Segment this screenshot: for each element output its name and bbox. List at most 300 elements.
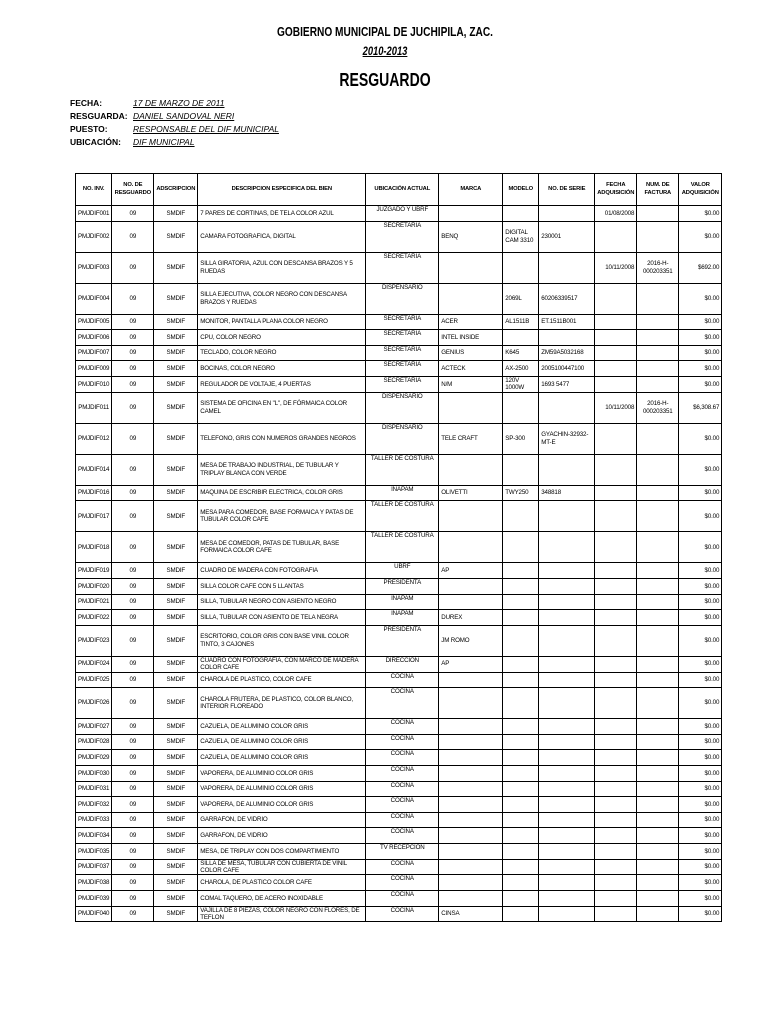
table-row <box>76 361 722 377</box>
adscripcion-cell: SMDIF <box>154 206 198 222</box>
value-cell: $0.00 <box>679 906 722 922</box>
invoice-cell <box>637 563 679 579</box>
model-cell <box>503 843 539 859</box>
resguardo-cell: 09 <box>112 828 154 844</box>
adscripcion-cell: SMDIF <box>154 875 198 891</box>
invoice-cell <box>637 206 679 222</box>
inv-cell: PMJDIF007 <box>76 345 112 361</box>
inv-cell: PMJDIF002 <box>76 221 112 252</box>
model-cell: 120V 1000W <box>503 376 539 392</box>
brand-cell: CINSA <box>439 906 503 922</box>
adscripcion-cell: SMDIF <box>154 252 198 283</box>
table-row <box>76 781 722 797</box>
date-cell <box>595 485 637 501</box>
invoice-cell <box>637 781 679 797</box>
adscripcion-cell: SMDIF <box>154 376 198 392</box>
serial-cell <box>539 501 595 532</box>
model-cell <box>503 610 539 626</box>
serial-cell <box>539 532 595 563</box>
description-cell: TECLADO, COLOR NEGRO <box>198 345 366 361</box>
model-cell <box>503 859 539 875</box>
inv-cell: PMJDIF019 <box>76 563 112 579</box>
invoice-cell <box>637 610 679 626</box>
value-cell: $692.00 <box>679 252 722 283</box>
location-cell: COCINA <box>366 719 439 735</box>
brand-cell: OLIVETTI <box>439 485 503 501</box>
adscripcion-cell: SMDIF <box>154 906 198 922</box>
resguardo-cell: 09 <box>112 750 154 766</box>
invoice-cell <box>637 719 679 735</box>
inv-cell: PMJDIF027 <box>76 719 112 735</box>
serial-cell: 1693 5477 <box>539 376 595 392</box>
description-cell: COMAL TAQUERO, DE ACERO INOXIDABLE <box>198 890 366 906</box>
table-row <box>76 906 722 922</box>
brand-cell <box>439 501 503 532</box>
adscripcion-cell: SMDIF <box>154 594 198 610</box>
value-cell: $0.00 <box>679 656 722 672</box>
location-cell: JUZGADO Y UBRF <box>366 206 439 222</box>
value-cell: $0.00 <box>679 797 722 813</box>
meta-label: PUESTO: <box>70 124 108 134</box>
description-cell: SILLA, TUBULAR NEGRO CON ASIENTO NEGRO <box>198 594 366 610</box>
location-cell: TALLER DE COSTURA <box>366 454 439 485</box>
invoice-cell <box>637 501 679 532</box>
col-header-ubicacion: UBICACIÓN ACTUAL <box>366 174 439 206</box>
value-cell: $0.00 <box>679 890 722 906</box>
invoice-cell <box>637 578 679 594</box>
date-cell <box>595 906 637 922</box>
serial-cell: 230001 <box>539 221 595 252</box>
invoice-cell <box>637 361 679 377</box>
serial-cell <box>539 594 595 610</box>
adscripcion-cell: SMDIF <box>154 221 198 252</box>
value-cell: $0.00 <box>679 532 722 563</box>
resguardo-cell: 09 <box>112 610 154 626</box>
location-cell: DISPENSARIO <box>366 283 439 314</box>
brand-cell <box>439 843 503 859</box>
serial-cell <box>539 781 595 797</box>
date-cell <box>595 797 637 813</box>
invoice-cell <box>637 797 679 813</box>
adscripcion-cell: SMDIF <box>154 750 198 766</box>
model-cell <box>503 875 539 891</box>
date-cell: 10/11/2008 <box>595 392 637 423</box>
description-cell: GARRAFON, DE VIDRIO <box>198 828 366 844</box>
table-row <box>76 501 722 532</box>
meta-label: UBICACIÓN: <box>70 137 121 147</box>
adscripcion-cell: SMDIF <box>154 625 198 656</box>
adscripcion-cell: SMDIF <box>154 423 198 454</box>
value-cell: $0.00 <box>679 812 722 828</box>
table-row <box>76 890 722 906</box>
location-cell: SECRETARIA <box>366 361 439 377</box>
table-row <box>76 656 722 672</box>
serial-cell <box>539 563 595 579</box>
model-cell <box>503 750 539 766</box>
date-cell <box>595 454 637 485</box>
date-cell <box>595 843 637 859</box>
table-row <box>76 812 722 828</box>
value-cell: $0.00 <box>679 206 722 222</box>
model-cell <box>503 656 539 672</box>
invoice-cell <box>637 890 679 906</box>
serial-cell: 60206339517 <box>539 283 595 314</box>
description-cell: CAZUELA, DE ALUMINIO COLOR GRIS <box>198 750 366 766</box>
inv-cell: PMJDIF040 <box>76 906 112 922</box>
meta-value: RESPONSABLE DEL DIF MUNICIPAL <box>133 124 279 134</box>
inv-cell: PMJDIF028 <box>76 734 112 750</box>
invoice-cell <box>637 330 679 346</box>
value-cell: $0.00 <box>679 734 722 750</box>
model-cell <box>503 906 539 922</box>
table-row <box>76 610 722 626</box>
inv-cell: PMJDIF025 <box>76 672 112 688</box>
resguardo-cell: 09 <box>112 283 154 314</box>
resguardo-cell: 09 <box>112 906 154 922</box>
invoice-cell <box>637 221 679 252</box>
value-cell: $0.00 <box>679 719 722 735</box>
date-cell <box>595 765 637 781</box>
table-row <box>76 392 722 423</box>
location-cell: INAPAM <box>366 594 439 610</box>
invoice-cell <box>637 859 679 875</box>
brand-cell <box>439 875 503 891</box>
table-row <box>76 594 722 610</box>
value-cell: $0.00 <box>679 594 722 610</box>
meta-label: FECHA: <box>70 98 103 108</box>
adscripcion-cell: SMDIF <box>154 828 198 844</box>
brand-cell: AP <box>439 563 503 579</box>
value-cell: $0.00 <box>679 283 722 314</box>
value-cell: $0.00 <box>679 672 722 688</box>
adscripcion-cell: SMDIF <box>154 283 198 314</box>
table-row <box>76 688 722 719</box>
inv-cell: PMJDIF031 <box>76 781 112 797</box>
location-cell: DISPENSARIO <box>366 423 439 454</box>
brand-cell <box>439 206 503 222</box>
government-title: GOBIERNO MUNICIPAL DE JUCHIPILA, ZAC. <box>277 24 493 39</box>
location-cell: COCINA <box>366 906 439 922</box>
model-cell <box>503 797 539 813</box>
table-row <box>76 206 722 222</box>
brand-cell <box>439 719 503 735</box>
description-cell: MESA PARA COMEDOR, BASE FORMAICA Y PATAS DE TUBULAR COLOR CAFE <box>198 501 366 532</box>
serial-cell <box>539 906 595 922</box>
location-cell: SECRETARIA <box>366 252 439 283</box>
value-cell: $0.00 <box>679 221 722 252</box>
model-cell <box>503 501 539 532</box>
date-cell <box>595 610 637 626</box>
description-cell: SILLA, TUBULAR CON ASIENTO DE TELA NEGRA <box>198 610 366 626</box>
adscripcion-cell: SMDIF <box>154 672 198 688</box>
table-row <box>76 750 722 766</box>
adscripcion-cell: SMDIF <box>154 812 198 828</box>
date-cell <box>595 781 637 797</box>
brand-cell: ACER <box>439 314 503 330</box>
adscripcion-cell: SMDIF <box>154 765 198 781</box>
location-cell: COCINA <box>366 734 439 750</box>
location-cell: TALLER DE COSTURA <box>366 501 439 532</box>
serial-cell <box>539 625 595 656</box>
table-row <box>76 221 722 252</box>
location-cell: COCINA <box>366 781 439 797</box>
serial-cell <box>539 875 595 891</box>
serial-cell <box>539 797 595 813</box>
serial-cell: GYACHIN-32932-MT-E <box>539 423 595 454</box>
inv-cell: PMJDIF016 <box>76 485 112 501</box>
date-cell: 01/08/2008 <box>595 206 637 222</box>
value-cell: $0.00 <box>679 314 722 330</box>
resguardo-cell: 09 <box>112 206 154 222</box>
meta-value: DIF MUNICIPAL <box>133 137 195 147</box>
description-cell: SILLA COLOR CAFE CON 5 LLANTAS <box>198 578 366 594</box>
table-row <box>76 376 722 392</box>
description-cell: MONITOR, PANTALLA PLANA COLOR NEGRO <box>198 314 366 330</box>
serial-cell <box>539 206 595 222</box>
location-cell: TV RECEPCION <box>366 843 439 859</box>
adscripcion-cell: SMDIF <box>154 485 198 501</box>
date-cell <box>595 330 637 346</box>
brand-cell: DUREX <box>439 610 503 626</box>
table-row <box>76 843 722 859</box>
brand-cell: GENIUS <box>439 345 503 361</box>
date-cell <box>595 859 637 875</box>
description-cell: VAPORERA, DE ALUMINIO COLOR GRIS <box>198 781 366 797</box>
model-cell <box>503 392 539 423</box>
location-cell: SECRETARIA <box>366 221 439 252</box>
col-header-modelo: MODELO <box>503 174 539 206</box>
model-cell <box>503 828 539 844</box>
value-cell: $0.00 <box>679 454 722 485</box>
inv-cell: PMJDIF014 <box>76 454 112 485</box>
date-cell <box>595 625 637 656</box>
location-cell: SECRETARIA <box>366 314 439 330</box>
serial-cell <box>539 750 595 766</box>
resguardo-cell: 09 <box>112 719 154 735</box>
location-cell: COCINA <box>366 688 439 719</box>
model-cell: AL1511B <box>503 314 539 330</box>
inv-cell: PMJDIF039 <box>76 890 112 906</box>
adscripcion-cell: SMDIF <box>154 330 198 346</box>
model-cell <box>503 672 539 688</box>
invoice-cell: 2016-H-000203351 <box>637 252 679 283</box>
description-cell: MESA DE TRABAJO INDUSTRIAL, DE TUBULAR Y TRIPLAY BLANCA CON VERDE <box>198 454 366 485</box>
inv-cell: PMJDIF037 <box>76 859 112 875</box>
brand-cell <box>439 578 503 594</box>
model-cell <box>503 719 539 735</box>
value-cell: $0.00 <box>679 376 722 392</box>
resguardo-cell: 09 <box>112 252 154 283</box>
date-cell <box>595 221 637 252</box>
description-cell: ESCRITORIO, COLOR GRIS CON BASE VINIL COLOR TINTO, 3 CAJONES <box>198 625 366 656</box>
adscripcion-cell: SMDIF <box>154 454 198 485</box>
resguardo-cell: 09 <box>112 656 154 672</box>
invoice-cell: 2016-H-000203351 <box>637 392 679 423</box>
description-cell: GARRAFON, DE VIDRIO <box>198 812 366 828</box>
value-cell: $0.00 <box>679 485 722 501</box>
table-row <box>76 625 722 656</box>
adscripcion-cell: SMDIF <box>154 859 198 875</box>
table-header-row <box>76 174 722 206</box>
location-cell: SECRETARIA <box>366 376 439 392</box>
value-cell: $0.00 <box>679 423 722 454</box>
date-cell <box>595 812 637 828</box>
model-cell <box>503 688 539 719</box>
date-cell <box>595 532 637 563</box>
table-row <box>76 330 722 346</box>
table-row <box>76 314 722 330</box>
invoice-cell <box>637 656 679 672</box>
serial-cell <box>539 252 595 283</box>
value-cell: $0.00 <box>679 625 722 656</box>
serial-cell <box>539 392 595 423</box>
meta-label: RESGUARDA: <box>70 111 128 121</box>
location-cell: COCINA <box>366 750 439 766</box>
table-row <box>76 563 722 579</box>
brand-cell: AP <box>439 656 503 672</box>
date-cell <box>595 719 637 735</box>
table-row <box>76 423 722 454</box>
brand-cell <box>439 781 503 797</box>
model-cell <box>503 454 539 485</box>
brand-cell <box>439 594 503 610</box>
brand-cell <box>439 283 503 314</box>
resguardo-cell: 09 <box>112 765 154 781</box>
value-cell: $0.00 <box>679 843 722 859</box>
description-cell: REGULADOR DE VOLTAJE, 4 PUERTAS <box>198 376 366 392</box>
resguardo-cell: 09 <box>112 734 154 750</box>
date-cell <box>595 563 637 579</box>
brand-cell <box>439 532 503 563</box>
invoice-cell <box>637 750 679 766</box>
resguardo-cell: 09 <box>112 454 154 485</box>
adscripcion-cell: SMDIF <box>154 361 198 377</box>
table-row <box>76 345 722 361</box>
model-cell <box>503 890 539 906</box>
invoice-cell <box>637 688 679 719</box>
serial-cell <box>539 765 595 781</box>
table-row <box>76 283 722 314</box>
resguardo-cell: 09 <box>112 843 154 859</box>
date-cell <box>595 672 637 688</box>
location-cell: PRESIDENTA <box>366 578 439 594</box>
location-cell: COCINA <box>366 875 439 891</box>
location-cell: TALLER DE COSTURA <box>366 532 439 563</box>
model-cell <box>503 206 539 222</box>
inv-cell: PMJDIF038 <box>76 875 112 891</box>
table-row <box>76 672 722 688</box>
model-cell <box>503 578 539 594</box>
resguardo-cell: 09 <box>112 688 154 719</box>
invoice-cell <box>637 828 679 844</box>
serial-cell <box>539 828 595 844</box>
serial-cell <box>539 656 595 672</box>
date-cell <box>595 283 637 314</box>
resguardo-cell: 09 <box>112 797 154 813</box>
description-cell: CHAROLA DE PLASTICO, COLOR CAFE <box>198 672 366 688</box>
location-cell: DISPENSARIO <box>366 392 439 423</box>
serial-cell <box>539 688 595 719</box>
invoice-cell <box>637 454 679 485</box>
inv-cell: PMJDIF030 <box>76 765 112 781</box>
value-cell: $0.00 <box>679 330 722 346</box>
col-header-serie: NO. DE SERIE <box>539 174 595 206</box>
adscripcion-cell: SMDIF <box>154 532 198 563</box>
serial-cell <box>539 812 595 828</box>
col-header-fecha: FECHA ADQUISICIÓN <box>595 174 637 206</box>
description-cell: SILLA GIRATORIA, AZUL CON DESCANSA BRAZOS Y 5 RUEDAS <box>198 252 366 283</box>
serial-cell <box>539 330 595 346</box>
date-cell <box>595 734 637 750</box>
table-row <box>76 828 722 844</box>
brand-cell: BENQ <box>439 221 503 252</box>
inv-cell: PMJDIF035 <box>76 843 112 859</box>
inv-cell: PMJDIF011 <box>76 392 112 423</box>
model-cell <box>503 625 539 656</box>
description-cell: SILLA DE MESA, TUBULAR CON CUBIERTA DE VINIL COLOR CAFE <box>198 859 366 875</box>
brand-cell <box>439 828 503 844</box>
col-header-inv: NO. INV. <box>76 174 112 206</box>
inv-cell: PMJDIF018 <box>76 532 112 563</box>
resguardo-cell: 09 <box>112 361 154 377</box>
value-cell: $6,308.67 <box>679 392 722 423</box>
description-cell: CAZUELA, DE ALUMINIO COLOR GRIS <box>198 719 366 735</box>
table-row <box>76 252 722 283</box>
adscripcion-cell: SMDIF <box>154 610 198 626</box>
adscripcion-cell: SMDIF <box>154 734 198 750</box>
inv-cell: PMJDIF003 <box>76 252 112 283</box>
value-cell: $0.00 <box>679 781 722 797</box>
description-cell: MAQUINA DE ESCRIBIR ELECTRICA, COLOR GRIS <box>198 485 366 501</box>
model-cell <box>503 252 539 283</box>
description-cell: MESA DE COMEDOR, PATAS DE TUBULAR, BASE FORMAICA COLOR CAFE <box>198 532 366 563</box>
adscripcion-cell: SMDIF <box>154 688 198 719</box>
model-cell <box>503 765 539 781</box>
adscripcion-cell: SMDIF <box>154 345 198 361</box>
table-row <box>76 765 722 781</box>
resguardo-cell: 09 <box>112 392 154 423</box>
inv-cell: PMJDIF004 <box>76 283 112 314</box>
value-cell: $0.00 <box>679 875 722 891</box>
inv-cell: PMJDIF024 <box>76 656 112 672</box>
adscripcion-cell: SMDIF <box>154 781 198 797</box>
date-cell <box>595 875 637 891</box>
brand-cell: N/M <box>439 376 503 392</box>
serial-cell <box>539 890 595 906</box>
invoice-cell <box>637 812 679 828</box>
inv-cell: PMJDIF017 <box>76 501 112 532</box>
serial-cell: 348818 <box>539 485 595 501</box>
resguardo-cell: 09 <box>112 501 154 532</box>
inv-cell: PMJDIF032 <box>76 797 112 813</box>
brand-cell <box>439 688 503 719</box>
adscripcion-cell: SMDIF <box>154 314 198 330</box>
value-cell: $0.00 <box>679 828 722 844</box>
adscripcion-cell: SMDIF <box>154 797 198 813</box>
inv-cell: PMJDIF033 <box>76 812 112 828</box>
col-header-marca: MARCA <box>439 174 503 206</box>
table-row <box>76 719 722 735</box>
model-cell <box>503 330 539 346</box>
adscripcion-cell: SMDIF <box>154 501 198 532</box>
invoice-cell <box>637 672 679 688</box>
invoice-cell <box>637 314 679 330</box>
adscripcion-cell: SMDIF <box>154 656 198 672</box>
resguardo-cell: 09 <box>112 890 154 906</box>
invoice-cell <box>637 283 679 314</box>
inv-cell: PMJDIF005 <box>76 314 112 330</box>
resguardo-cell: 09 <box>112 221 154 252</box>
